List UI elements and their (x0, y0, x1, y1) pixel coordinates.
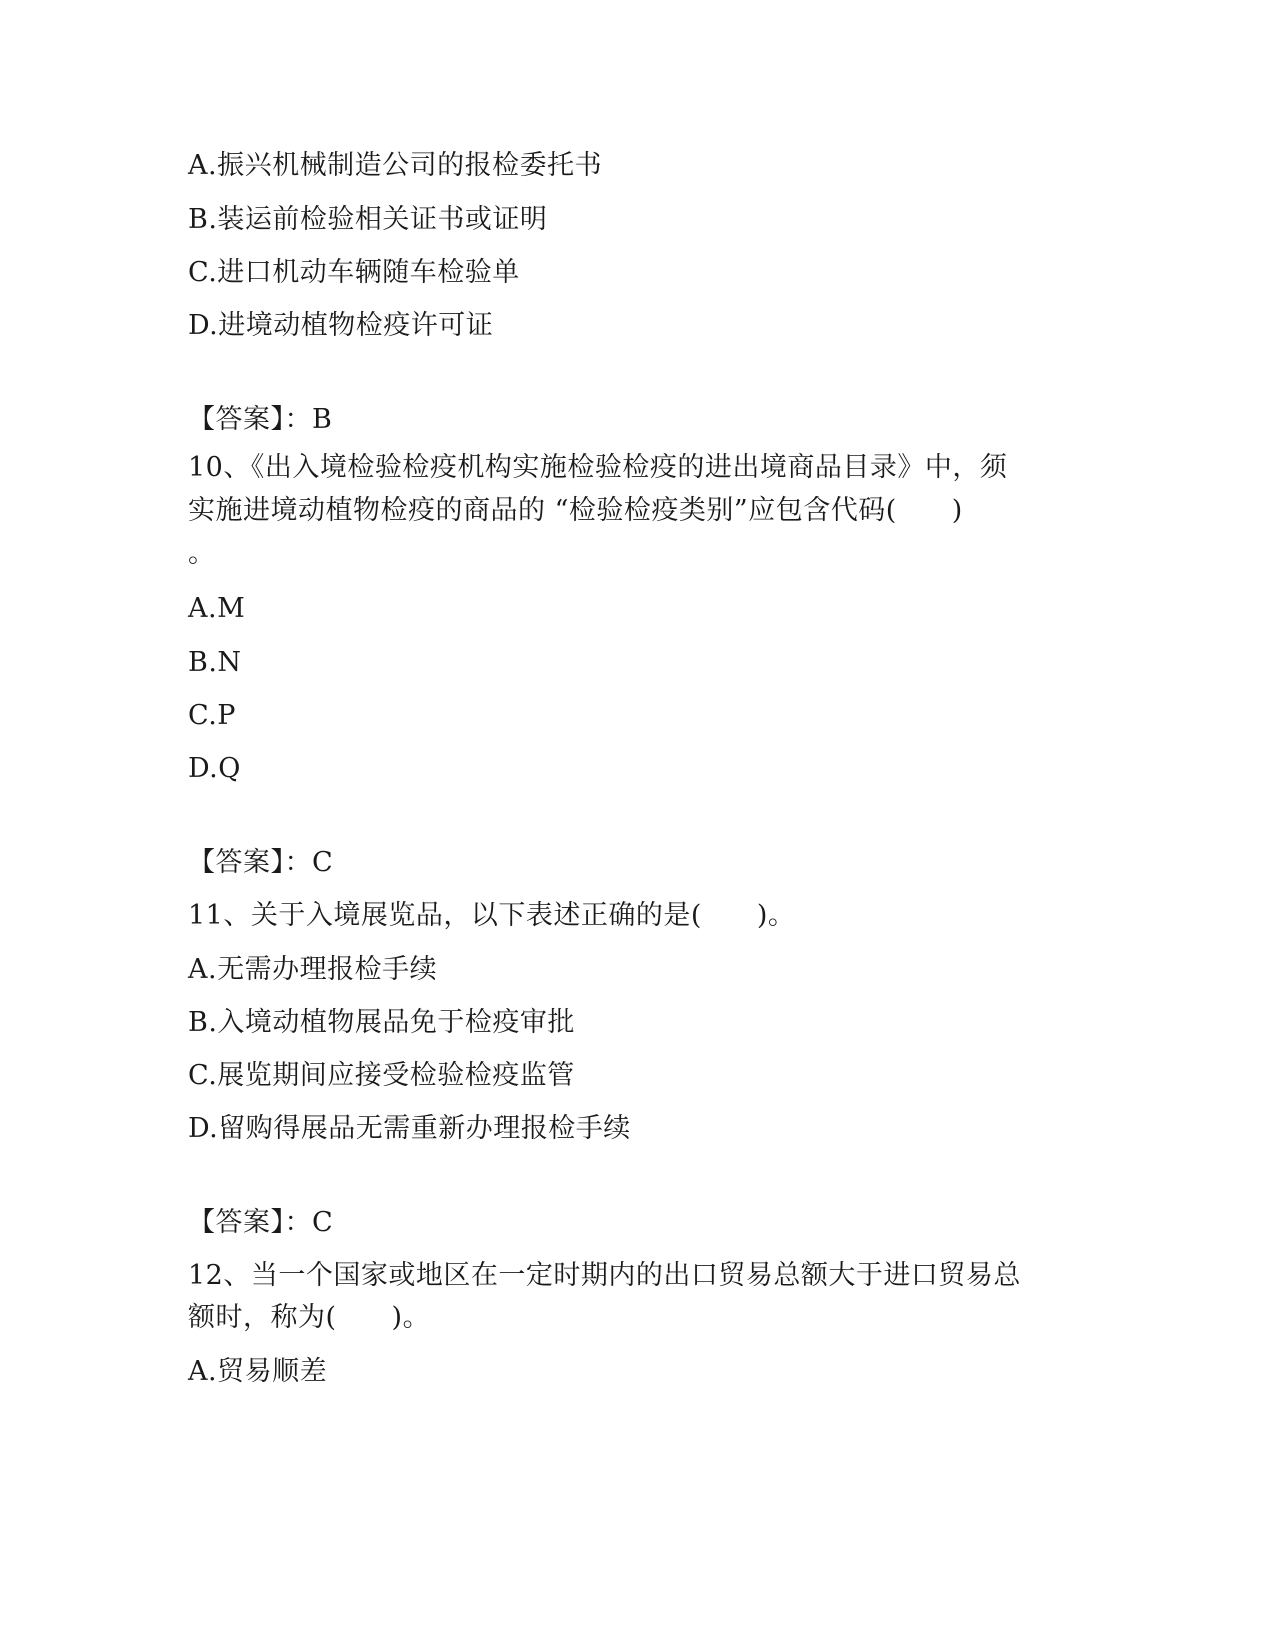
q10-option-d: D.Q (188, 753, 241, 784)
q12-stem-line-2: 额时，称为( )。 (188, 1302, 431, 1333)
q9-option-b: B.装运前检验相关证书或证明 (188, 204, 548, 235)
q11-option-d: D.留购得展品无需重新办理报检手续 (188, 1113, 631, 1144)
q10-stem-line-3: 。 (188, 538, 216, 569)
q10-option-c: C.P (188, 700, 236, 731)
q11-answer: 【答案】：C (188, 1207, 334, 1238)
q11-option-b: B.入境动植物展品免于检疫审批 (188, 1007, 575, 1038)
q9-option-d: D.进境动植物检疫许可证 (188, 310, 494, 341)
q11-option-c: C.展览期间应接受检验检疫监管 (188, 1060, 575, 1091)
q10-stem-line-1: 10、《出入境检验检疫机构实施检验检疫的进出境商品目录》中，须 (188, 452, 1008, 483)
q10-option-a: A.M (188, 593, 246, 624)
q10-answer: 【答案】：C (188, 847, 334, 878)
q11-stem-line-1: 11、关于入境展览品，以下表述正确的是( )。 (188, 900, 796, 931)
q9-option-c: C.进口机动车辆随车检验单 (188, 257, 520, 288)
q9-answer: 【答案】：B (188, 404, 333, 435)
q10-stem-line-2: 实施进境动植物检疫的商品的 “检验检疫类别”应包含代码( ) (188, 495, 963, 526)
q12-option-a: A.贸易顺差 (188, 1356, 328, 1387)
q12-stem-line-1: 12、当一个国家或地区在一定时期内的出口贸易总额大于进口贸易总 (188, 1260, 1021, 1291)
q10-option-b: B.N (188, 647, 242, 678)
q11-option-a: A.无需办理报检手续 (188, 954, 438, 985)
q9-option-a: A.振兴机械制造公司的报检委托书 (188, 150, 603, 181)
